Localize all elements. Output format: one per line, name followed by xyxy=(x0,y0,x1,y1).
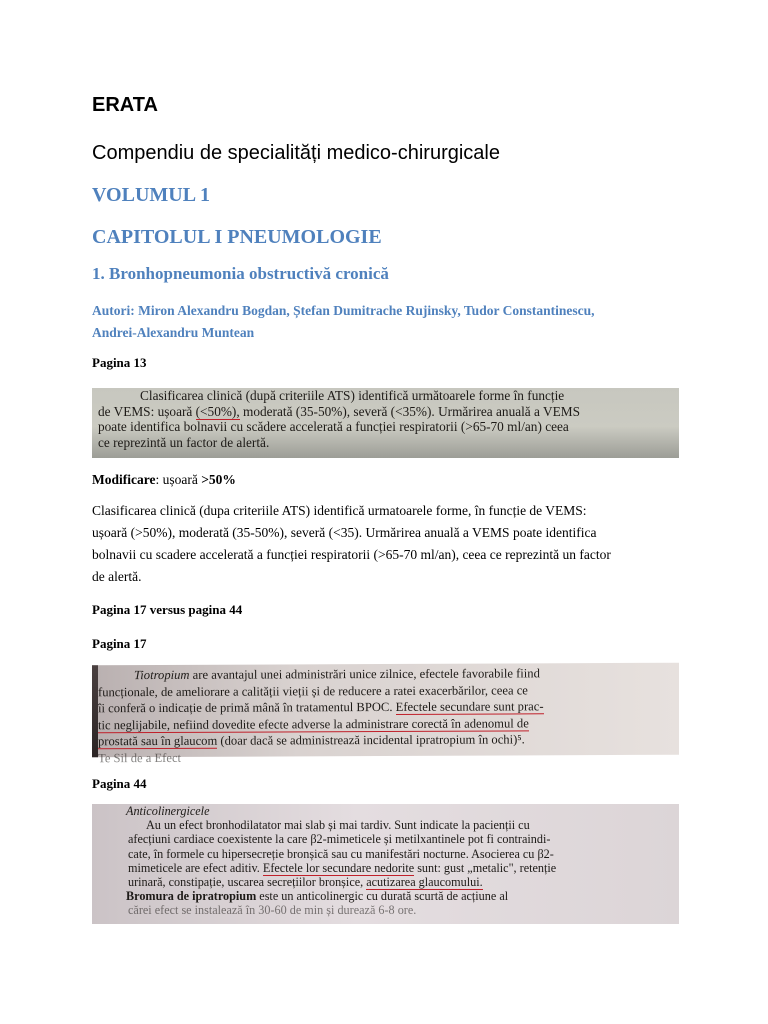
scan44-text: sunt: gust „metalic", retenție xyxy=(414,860,557,875)
scan44-bold: Bromura de ipratropium xyxy=(126,889,257,904)
modification-value: >50% xyxy=(201,472,236,487)
scan13-line-4: ce reprezintă un factor de alertă. xyxy=(98,434,270,450)
scan44-underlined: Efectele lor secundare nedorite xyxy=(262,860,415,875)
scan17-text: îi conferă o indicație de primă mână în tratamentul BPOC. xyxy=(98,700,396,716)
chapter-heading: CAPITOLUL I PNEUMOLOGIE xyxy=(92,226,382,248)
scan13-underlined: (<50%), xyxy=(195,403,240,419)
scan17-underlined: tic neglijabile, nefiind dovedite efecte adverse la administrare corectă în adenomul de xyxy=(98,716,529,733)
page-13-scan-image xyxy=(92,388,679,458)
scan17-underlined: prostată sau în glaucom xyxy=(98,734,218,749)
scan44-text: urinară, constipație, uscarea secrețiilor bronșice, xyxy=(128,875,367,890)
scan44-line-4: cate, în formele cu hipersecreție bronșică sau cu manifestări nocturne. Asocierea cu β2- xyxy=(128,846,554,861)
scan17-underlined: Efectele secundare sunt prac- xyxy=(395,699,544,715)
scan13-line-1: Clasificarea clinică (după criteriile ATS) identifică următoarele forme în funcție xyxy=(140,388,565,403)
scan13-text: de VEMS: ușoară xyxy=(98,403,196,419)
scan13-line-2 xyxy=(98,404,673,420)
scan44-line-8-cut: cărei efect se instalează în 30-60 de min și durează 6-8 ore. xyxy=(128,903,417,918)
scan44-line-1: Anticolinergicele xyxy=(126,804,210,818)
scan17-text: (doar dacă se administrează incidental ipratropium în ochi)⁵. xyxy=(217,732,525,749)
versus-label: Pagina 17 versus pagina 44 xyxy=(92,602,243,617)
scan13-text: moderată (35-50%), severă (<35%). Urmărirea anuală a VEMS xyxy=(239,403,580,419)
page-17-scan-image xyxy=(92,663,679,766)
modification-line xyxy=(92,472,236,488)
volume-heading: VOLUMUL 1 xyxy=(92,184,210,206)
scan44-line-5 xyxy=(106,861,673,875)
page-44-scan-image xyxy=(92,804,679,924)
page-44-label: Pagina 44 xyxy=(92,776,147,791)
document-subtitle: Compendiu de specialități medico-chirurgicale xyxy=(92,142,500,164)
scan44-line-7 xyxy=(106,889,673,903)
corrected-line-1: Clasificarea clinică (dupa criteriile ATS) identifică urmatoarele forme, în funcție de VEMS: xyxy=(92,503,587,518)
corrected-line-4: de alertă. xyxy=(92,569,142,584)
scan44-line-2: Au un efect bronhodilatator mai slab și mai tardiv. Sunt indicate la pacienții cu xyxy=(146,818,530,833)
scan44-line-6 xyxy=(106,875,673,889)
scan17-italic: Tiotropium xyxy=(134,667,190,683)
scan44-line-3: afecțiuni cardiace coexistente la care β2-mimeticele și metilxantinele pot fi contraindi- xyxy=(128,832,551,847)
modification-label: Modificare xyxy=(92,472,156,487)
authors-line-1: Autori: Miron Alexandru Bogdan, Ștefan Dumitrache Rujinsky, Tudor Constantinescu, xyxy=(92,303,595,318)
section-heading: 1. Bronhopneumonia obstructivă cronică xyxy=(92,264,389,283)
modification-sep: : ușoară xyxy=(155,472,202,487)
corrected-line-3: bolnavii cu scadere accelerată a funcției respiratorii (>65-70 ml/an), ceea ce reprezintă un factor xyxy=(92,547,611,562)
corrected-paragraph xyxy=(92,500,682,588)
scan44-text: este un anticolinergic cu durată scurtă de acțiune al xyxy=(256,889,509,904)
scan44-text: mimeticele are efect aditiv. xyxy=(128,860,263,875)
scan-edge-shadow xyxy=(92,665,98,757)
scan13-line-3: poate identifica bolnavii cu scădere accelerată a funcției respiratorii (>65-70 ml/an) ceea xyxy=(98,419,569,435)
scan17-line-6-cut: Te Sil de a Efect xyxy=(98,750,182,766)
page-17-label: Pagina 17 xyxy=(92,636,147,651)
authors xyxy=(92,300,672,344)
scan17-line-2: funcționale, de ameliorare a calității vieții și de reducere a ratei exacerbărilor, ceea ce xyxy=(98,682,528,699)
document-title: ERATA xyxy=(92,94,158,116)
corrected-line-2: ușoară (>50%), moderată (35-50%), severă (<35). Urmărirea anuală a VEMS poate identifica xyxy=(92,525,597,540)
page-13-label: Pagina 13 xyxy=(92,355,147,370)
authors-line-2: Andrei-Alexandru Muntean xyxy=(92,325,255,340)
scan17-text: are avantajul unei administrări unice zilnice, efectele favorabile fiind xyxy=(189,666,540,682)
scan44-underlined: acutizarea glaucomului. xyxy=(366,875,483,890)
